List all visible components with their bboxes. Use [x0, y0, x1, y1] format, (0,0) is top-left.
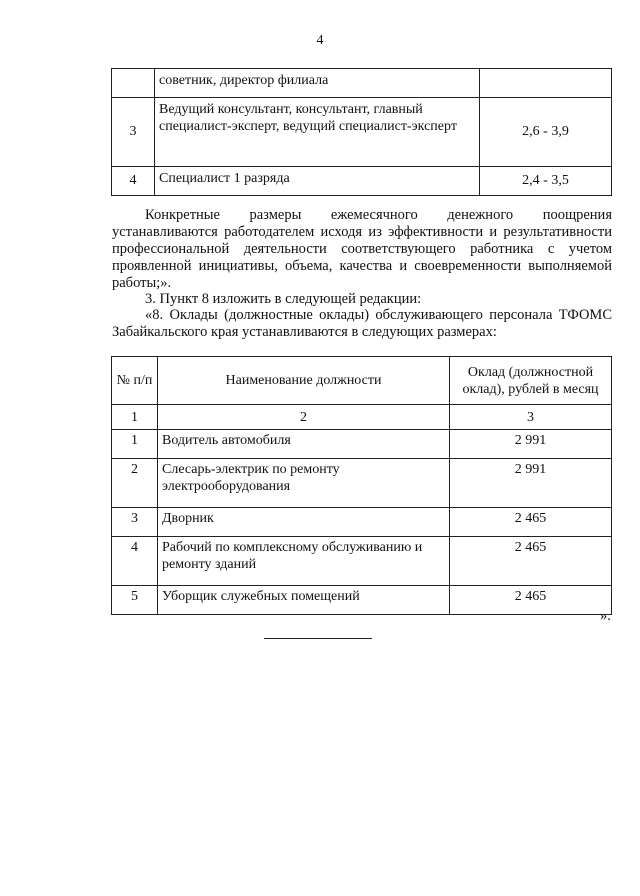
paragraph-text: Конкретные размеры ежемесячного денежного поощрения устанавливаются работодателем исходя из эффективности и результативности профессиональной деятельности соответствующего работника с учетом проявленной инициативы, объема, качества и своевременности выполняемой работы;». [112, 207, 612, 291]
table-header-row [112, 357, 612, 405]
column-number: 3 [450, 405, 612, 430]
row-number: 1 [112, 430, 158, 459]
coefficient-value: 2,6 - 3,9 [480, 98, 612, 167]
salary-value: 2 465 [450, 508, 612, 537]
position-name: Рабочий по комплексному обслуживанию и ремонту зданий [158, 537, 450, 586]
table-row [112, 69, 612, 98]
bonus-paragraph [112, 207, 612, 292]
header-number: № п/п [112, 357, 158, 405]
amendment-paragraph [112, 291, 612, 308]
salary-value: 2 465 [450, 586, 612, 615]
table-row [112, 167, 612, 196]
row-number: 5 [112, 586, 158, 615]
page-number: 4 [316, 33, 324, 48]
row-number [112, 69, 155, 98]
column-number: 2 [158, 405, 450, 430]
table-row [112, 508, 612, 537]
table-row [112, 459, 612, 508]
table-row [112, 537, 612, 586]
row-number: 2 [112, 459, 158, 508]
row-number: 4 [112, 537, 158, 586]
row-number: 3 [112, 508, 158, 537]
table-row [112, 430, 612, 459]
coefficient-value: 2,4 - 3,5 [480, 167, 612, 196]
row-number: 3 [112, 98, 155, 167]
header-salary: Оклад (должностной оклад), рублей в месяц [450, 357, 612, 405]
table-row [112, 98, 612, 167]
position-name: Уборщик служебных помещений [158, 586, 450, 615]
table-row [112, 586, 612, 615]
paragraph-text: «8. Оклады (должностные оклады) обслуживающего персонала ТФОМС Забайкальского края устанавливаются в следующих размерах: [112, 307, 612, 340]
position-name: Слесарь-электрик по ремонту электрооборудования [158, 459, 450, 508]
position-name: Специалист 1 разряда [155, 167, 480, 196]
closing-quote: ». [600, 608, 611, 624]
salary-table [111, 356, 612, 615]
salary-value: 2 465 [450, 537, 612, 586]
position-coefficient-table [111, 68, 612, 196]
salary-value: 2 991 [450, 459, 612, 508]
column-numbering-row [112, 405, 612, 430]
salaries-intro-paragraph [112, 307, 612, 341]
header-position: Наименование должности [158, 357, 450, 405]
salary-value: 2 991 [450, 430, 612, 459]
position-name: советник, директор филиала [155, 69, 480, 98]
position-name: Ведущий консультант, консультант, главный специалист-эксперт, ведущий специалист-эксперт [155, 98, 480, 167]
row-number: 4 [112, 167, 155, 196]
position-name: Дворник [158, 508, 450, 537]
separator-line [264, 638, 372, 639]
paragraph-text: 3. Пункт 8 изложить в следующей редакции: [145, 291, 422, 307]
coefficient-value [480, 69, 612, 98]
position-name: Водитель автомобиля [158, 430, 450, 459]
column-number: 1 [112, 405, 158, 430]
